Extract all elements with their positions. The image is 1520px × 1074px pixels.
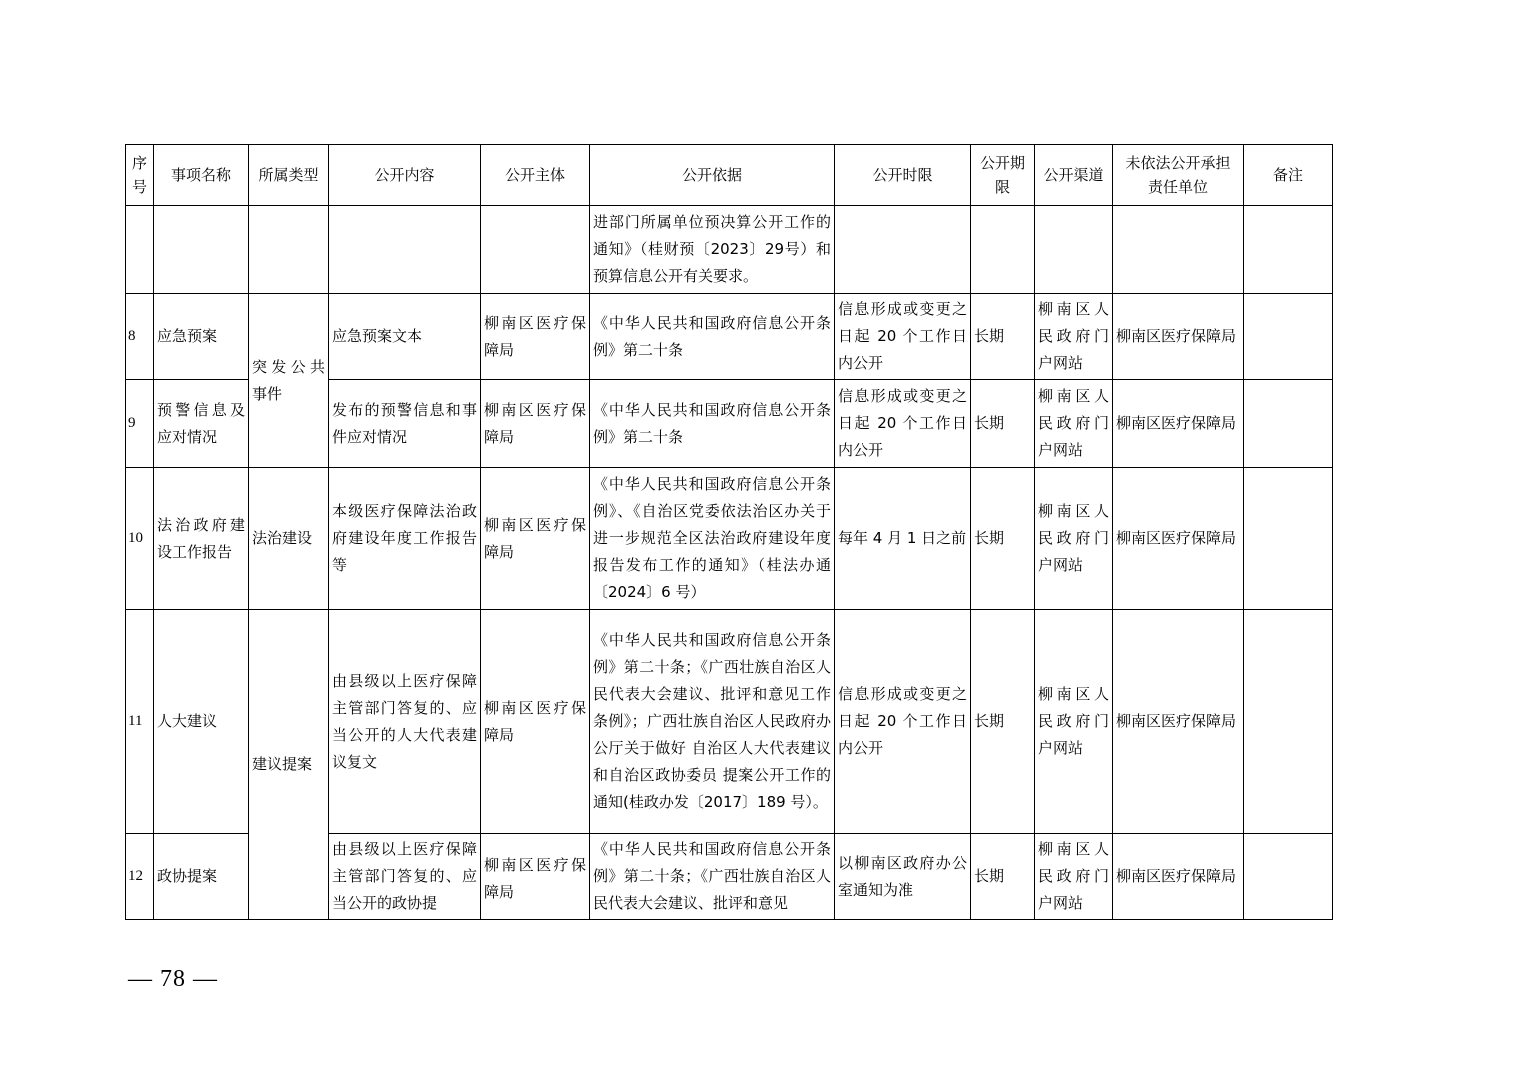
cell-remark — [1244, 380, 1333, 468]
cell-responsible — [1113, 206, 1244, 294]
cell-remark — [1244, 468, 1333, 610]
cell-seq — [126, 206, 154, 294]
cell-basis: 《中华人民共和国政府信息公开条例》第二十条；《广西壮族自治区人民代表大会建议、批评和意见工作条例》；广西壮族自治区人民政府办公厅关于做好 自治区人大代表建议和自治区政协委员 提案公开工作的通知(桂政办发〔2017〕189 号）。 — [590, 610, 835, 834]
cell-subject: 柳南区医疗保障局 — [481, 380, 590, 468]
cell-responsible: 柳南区医疗保障局 — [1113, 294, 1244, 380]
cell-responsible: 柳南区医疗保障局 — [1113, 610, 1244, 834]
cell-content: 本级医疗保障法治政府建设年度工作报告等 — [329, 468, 481, 610]
cell-subject: 柳南区医疗保障局 — [481, 610, 590, 834]
cell-remark — [1244, 834, 1333, 920]
cell-content: 由县级以上医疗保障主管部门答复的、应当公开的政协提 — [329, 834, 481, 920]
cell-category — [249, 206, 329, 294]
cell-content — [329, 206, 481, 294]
cell-basis: 《中华人民共和国政府信息公开条例》第二十条 — [590, 294, 835, 380]
header-basis: 公开依据 — [590, 145, 835, 206]
cell-remark — [1244, 610, 1333, 834]
cell-period — [971, 206, 1035, 294]
cell-time-limit: 以柳南区政府办公室通知为准 — [835, 834, 971, 920]
cell-subject: 柳南区医疗保障局 — [481, 834, 590, 920]
cell-content: 应急预案文本 — [329, 294, 481, 380]
cell-time-limit: 每年 4 月 1 日之前 — [835, 468, 971, 610]
cell-responsible: 柳南区医疗保障局 — [1113, 834, 1244, 920]
cell-period: 长期 — [971, 834, 1035, 920]
cell-time-limit: 信息形成或变更之日起 20 个工作日内公开 — [835, 294, 971, 380]
cell-basis: 《中华人民共和国政府信息公开条例》第二十条 — [590, 380, 835, 468]
cell-responsible: 柳南区医疗保障局 — [1113, 380, 1244, 468]
header-content: 公开内容 — [329, 145, 481, 206]
cell-period: 长期 — [971, 468, 1035, 610]
cell-name — [154, 206, 249, 294]
header-period: 公开期限 — [971, 145, 1035, 206]
table-row — [126, 206, 1333, 294]
header-responsible: 未依法公开承担责任单位 — [1113, 145, 1244, 206]
cell-name: 人大建议 — [154, 610, 249, 834]
cell-seq: 9 — [126, 380, 154, 468]
cell-name: 政协提案 — [154, 834, 249, 920]
cell-seq: 8 — [126, 294, 154, 380]
header-category: 所属类型 — [249, 145, 329, 206]
header-channel: 公开渠道 — [1035, 145, 1113, 206]
cell-seq: 12 — [126, 834, 154, 920]
cell-time-limit: 信息形成或变更之日起 20 个工作日内公开 — [835, 610, 971, 834]
table-row — [126, 294, 1333, 380]
cell-name: 法治政府建设工作报告 — [154, 468, 249, 610]
cell-category: 法治建设 — [249, 468, 329, 610]
cell-category-merged: 建议提案 — [249, 610, 329, 920]
header-subject: 公开主体 — [481, 145, 590, 206]
cell-remark — [1244, 206, 1333, 294]
cell-category-merged: 突发公共事件 — [249, 294, 329, 468]
table-row — [126, 610, 1333, 834]
cell-channel: 柳南区人民政府门户网站 — [1035, 294, 1113, 380]
cell-subject: 柳南区医疗保障局 — [481, 294, 590, 380]
page-number: — 78 — — [128, 966, 218, 992]
cell-period: 长期 — [971, 610, 1035, 834]
disclosure-table — [125, 144, 1333, 920]
cell-basis: 进部门所属单位预决算公开工作的通知》（桂财预〔2023〕29号）和预算信息公开有关要求。 — [590, 206, 835, 294]
cell-period: 长期 — [971, 380, 1035, 468]
cell-content: 发布的预警信息和事件应对情况 — [329, 380, 481, 468]
cell-period: 长期 — [971, 294, 1035, 380]
cell-name: 预警信息及应对情况 — [154, 380, 249, 468]
header-time-limit: 公开时限 — [835, 145, 971, 206]
cell-subject — [481, 206, 590, 294]
cell-channel: 柳南区人民政府门户网站 — [1035, 834, 1113, 920]
cell-basis: 《中华人民共和国政府信息公开条例》、《自治区党委依法治区办关于进一步规范全区法治政府建设年度报告发布工作的通知》（桂法办通〔2024〕6 号） — [590, 468, 835, 610]
header-remark: 备注 — [1244, 145, 1333, 206]
cell-seq: 11 — [126, 610, 154, 834]
cell-time-limit: 信息形成或变更之日起 20 个工作日内公开 — [835, 380, 971, 468]
cell-remark — [1244, 294, 1333, 380]
cell-channel: 柳南区人民政府门户网站 — [1035, 380, 1113, 468]
cell-name: 应急预案 — [154, 294, 249, 380]
cell-basis: 《中华人民共和国政府信息公开条例》第二十条；《广西壮族自治区人民代表大会建议、批评和意见 — [590, 834, 835, 920]
header-name: 事项名称 — [154, 145, 249, 206]
cell-time-limit — [835, 206, 971, 294]
table-row — [126, 468, 1333, 610]
cell-channel — [1035, 206, 1113, 294]
cell-content: 由县级以上医疗保障主管部门答复的、应当公开的人大代表建议复文 — [329, 610, 481, 834]
cell-responsible: 柳南区医疗保障局 — [1113, 468, 1244, 610]
header-seq: 序号 — [126, 145, 154, 206]
header-row — [126, 145, 1333, 206]
cell-channel: 柳南区人民政府门户网站 — [1035, 468, 1113, 610]
cell-channel: 柳南区人民政府门户网站 — [1035, 610, 1113, 834]
cell-seq: 10 — [126, 468, 154, 610]
cell-subject: 柳南区医疗保障局 — [481, 468, 590, 610]
